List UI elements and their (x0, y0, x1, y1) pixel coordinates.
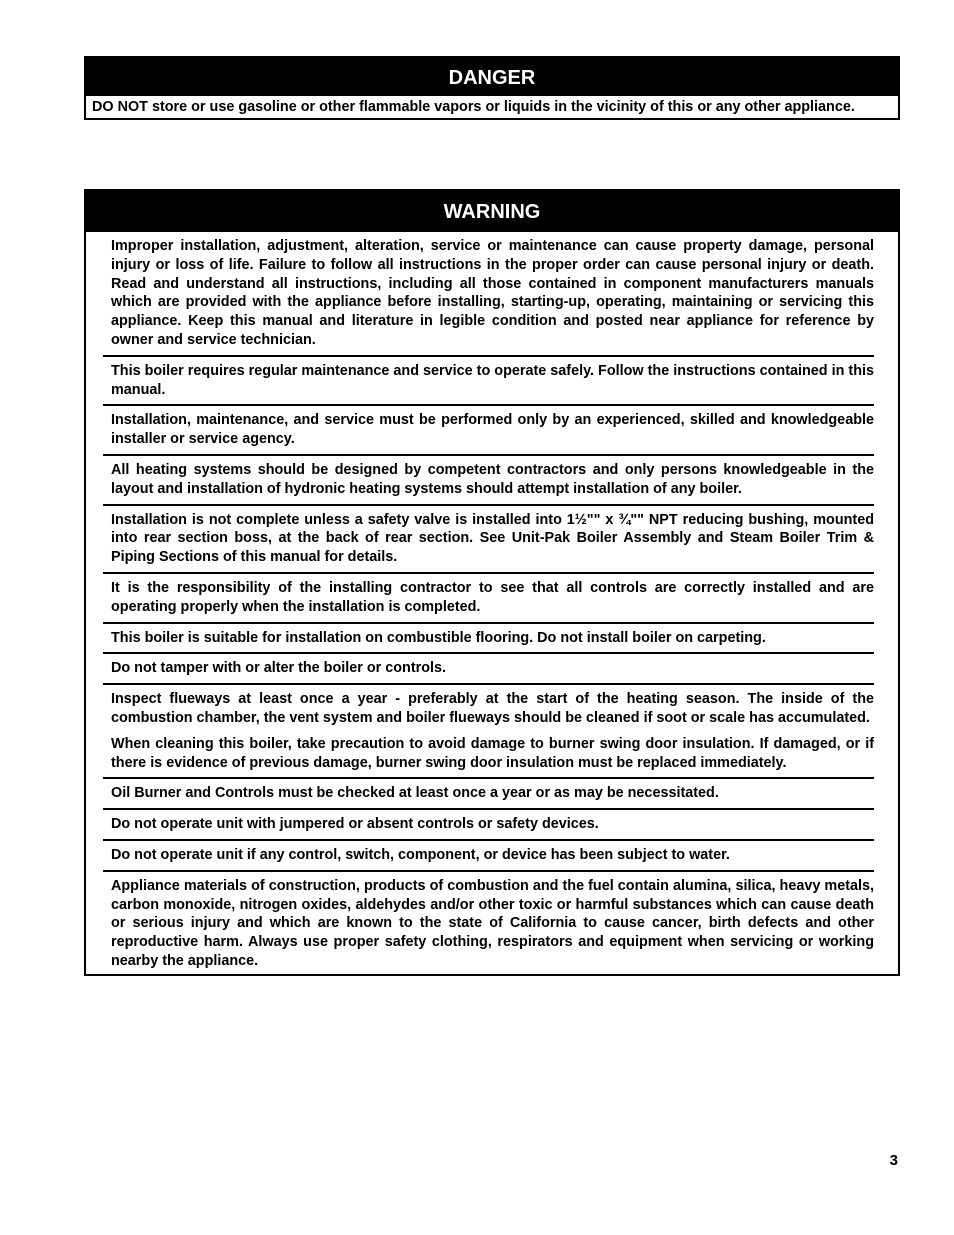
warning-item-qualified-installer: Installation, maintenance, and service must be performed only by an experienced, skilled and knowledgeable installer or service agency. (103, 406, 874, 456)
warning-item-jumpered-controls: Do not operate unit with jumpered or absent controls or safety devices. (103, 810, 874, 841)
warning-item-burner-check: Oil Burner and Controls must be checked at least once a year or as may be necessitated. (103, 779, 874, 810)
danger-text: DO NOT store or use gasoline or other flammable vapors or liquids in the vicinity of this or any other appliance. (92, 99, 855, 115)
warning-item-contractor-responsibility: It is the responsibility of the installing contractor to see that all controls are correctly installed and are operating properly when the installation is completed. (103, 574, 874, 624)
page-number: 3 (889, 1152, 898, 1169)
warning-item-system-design: All heating systems should be designed by competent contractors and only persons knowledgeable in the layout and installation of hydronic heating systems should attempt installation of any boiler. (103, 456, 874, 506)
warning-list (86, 232, 898, 974)
warning-notice (84, 189, 900, 976)
warning-item-improper-installation: Improper installation, adjustment, alteration, service or maintenance can cause property damage, personal injury or loss of life. Failure to follow all instructions in the proper order can cause personal injury or death. Read and understand all instructions, including all those contained in component manufacturers manuals which are provided with the appliance before installing, starting-up, operating, maintaining or servicing this appliance. Keep this manual and literature in legible condition and posted near appliance for reference by owner and service technician. (103, 232, 874, 357)
warning-title: WARNING (86, 191, 898, 232)
warning-item-hazardous-materials: Appliance materials of construction, products of combustion and the fuel contain alumina, silica, heavy metals, carbon monoxide, nitrogen oxides, aldehydes and/or other toxic or harmful substances which can cause death or serious injury and which are known to the state of California to cause cancer, birth defects and other reproductive harm. Always use proper safety clothing, respirators and equipment when servicing or working nearby the appliance. (111, 877, 874, 969)
warning-item-regular-maintenance: This boiler requires regular maintenance and service to operate safely. Follow the instructions contained in this manual. (103, 357, 874, 407)
warning-item-water-damage: Do not operate unit if any control, switch, component, or device has been subject to water. (103, 841, 874, 872)
danger-title: DANGER (86, 58, 898, 96)
warning-item-inspect-flueways: Inspect flueways at least once a year - preferably at the start of the heating season. The inside of the combustion chamber, the vent system and boiler flueways should be cleaned if soot or scale has accumulated. (111, 691, 874, 726)
warning-item-swing-door-insulation: When cleaning this boiler, take precaution to avoid damage to burner swing door insulation. If damaged, or if there is evidence of previous damage, burner swing door insulation must be replaced immediately. (103, 730, 874, 780)
danger-notice (84, 56, 900, 120)
warning-item-combustible-flooring: This boiler is suitable for installation on combustible flooring. Do not install boiler on carpeting. (103, 624, 874, 655)
warning-item-do-not-tamper: Do not tamper with or alter the boiler or controls. (103, 654, 874, 685)
warning-item-safety-valve: Installation is not complete unless a safety valve is installed into 1½"" x ¾"" NPT reducing bushing, mounted into rear section boss, at the back of rear section. See Unit-Pak Boiler Assembly and Steam Boiler Trim & Piping Sections of this manual for details. (103, 506, 874, 574)
